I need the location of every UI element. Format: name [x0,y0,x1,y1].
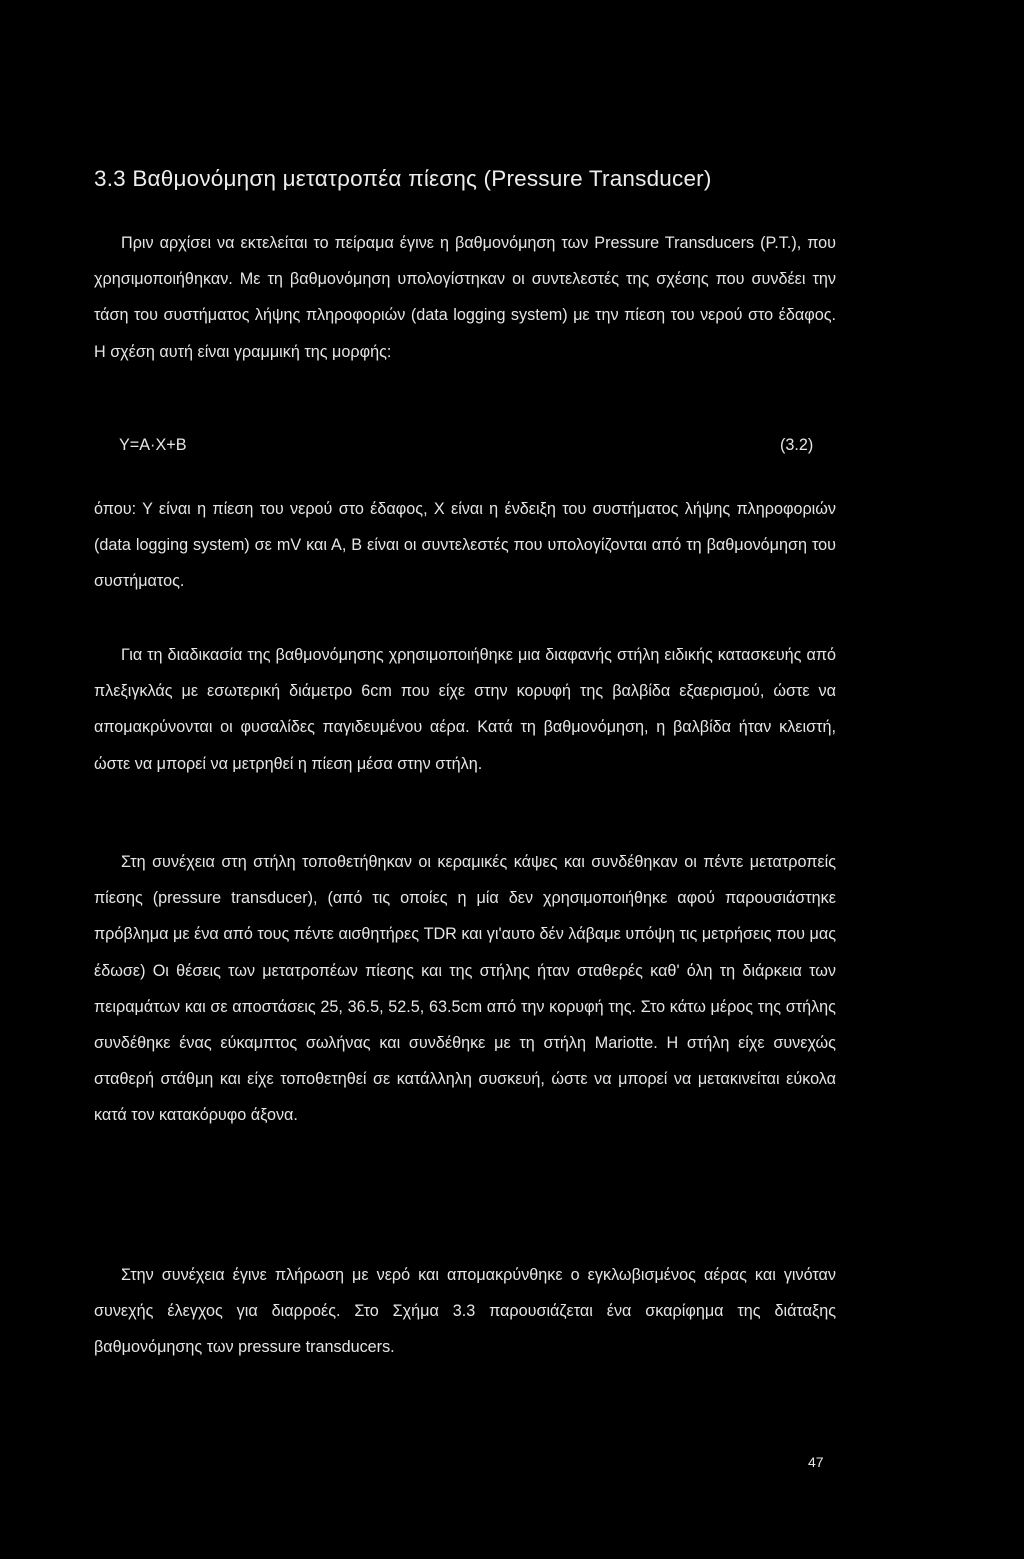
setup-paragraph: Στη συνέχεια στη στήλη τοποθετήθηκαν οι κεραμικές κάψες και συνδέθηκαν οι πέντε μετατροπείς πίεσης (pressure transducer), (από τις οποίες η μία δεν χρησιμοποιήθηκε αφού παρουσιάστηκε πρόβλημα με ένα από τους πέντε αισθητήρες TDR και γι'αυτο δέν λάβαμε υπόψη τις μετρήσεις που μας έδωσε) Οι θέσεις των μετατροπέων πίεσης και της στήλης ήταν σταθερές καθ' όλη τη διάρκεια των πειραμάτων και σε αποστάσεις 25, 36.5, 52.5, 63.5cm από την κορυφή της. Στο κάτω μέρος της στήλης συνδέθηκε ένας εύκαμπτος σωλήνας και συνδέθηκε με τη στήλη Mariotte. Η στήλη είχε συνεχώς σταθερή στάθμη και είχε τοποθετηθεί σε κατάλληλη συσκευή, ώστε να μπορεί να μετακινείται εύκολα κατά τον κατακόρυφο άξονα. [94,853,836,1125]
equation-expression: Y=A·X+B [119,436,187,454]
procedure-paragraph: Για τη διαδικασία της βαθμονόμησης χρησιμοποιήθηκε μια διαφανής στήλη ειδικής κατασκευής από πλεξιγκλάς με εσωτερική διάμετρο 6cm που είχε στην κορυφή της βαλβίδα εξαερισμού, ώστε να απομακρύνονται οι φυσαλίδες παγιδευμένου αέρα. Κατά τη βαθμονόμηση, η βαλβίδα ήταν κλειστή, ώστε να μπορεί να μετρηθεί η πίεση μέσα στην στήλη. [94,646,836,773]
equation-number: (3.2) [780,436,814,454]
filling-paragraph: Στην συνέχεια έγινε πλήρωση με νερό και απομακρύνθηκε ο εγκλωβισμένος αέρας και γινόταν συνεχής έλεγχος για διαρροές. Στο Σχήμα 3.3 παρουσιάζεται ένα σκαρίφημα της διάταξης βαθμονόμησης των pressure transducers. [94,1266,836,1357]
intro-paragraph: Πριν αρχίσει να εκτελείται το πείραμα έγινε η βαθμονόμηση των Pressure Transducers (P.T.), που χρησιμοποιήθηκαν. Με τη βαθμονόμηση υπολογίστηκαν οι συντελεστές της σχέσης που συνδέει την τάση του συστήματος λήψης πληροφοριών (data logging system) με την πίεση του νερού στο έδαφος. Η σχέση αυτή είναι γραμμική της μορφής: [94,234,836,361]
page-number: 47 [808,1454,824,1470]
section-heading: 3.3 Βαθμονόμηση μετατροπέα πίεσης (Pressure Transducer) [94,166,712,191]
definition-paragraph: όπου: Υ είναι η πίεση του νερού στο έδαφος, Χ είναι η ένδειξη του συστήματος λήψης πληροφοριών (data logging system) σε mV και Α, Β είναι οι συντελεστές που υπολογίζονται από τη βαθμονόμηση του συστήματος. [94,500,836,591]
